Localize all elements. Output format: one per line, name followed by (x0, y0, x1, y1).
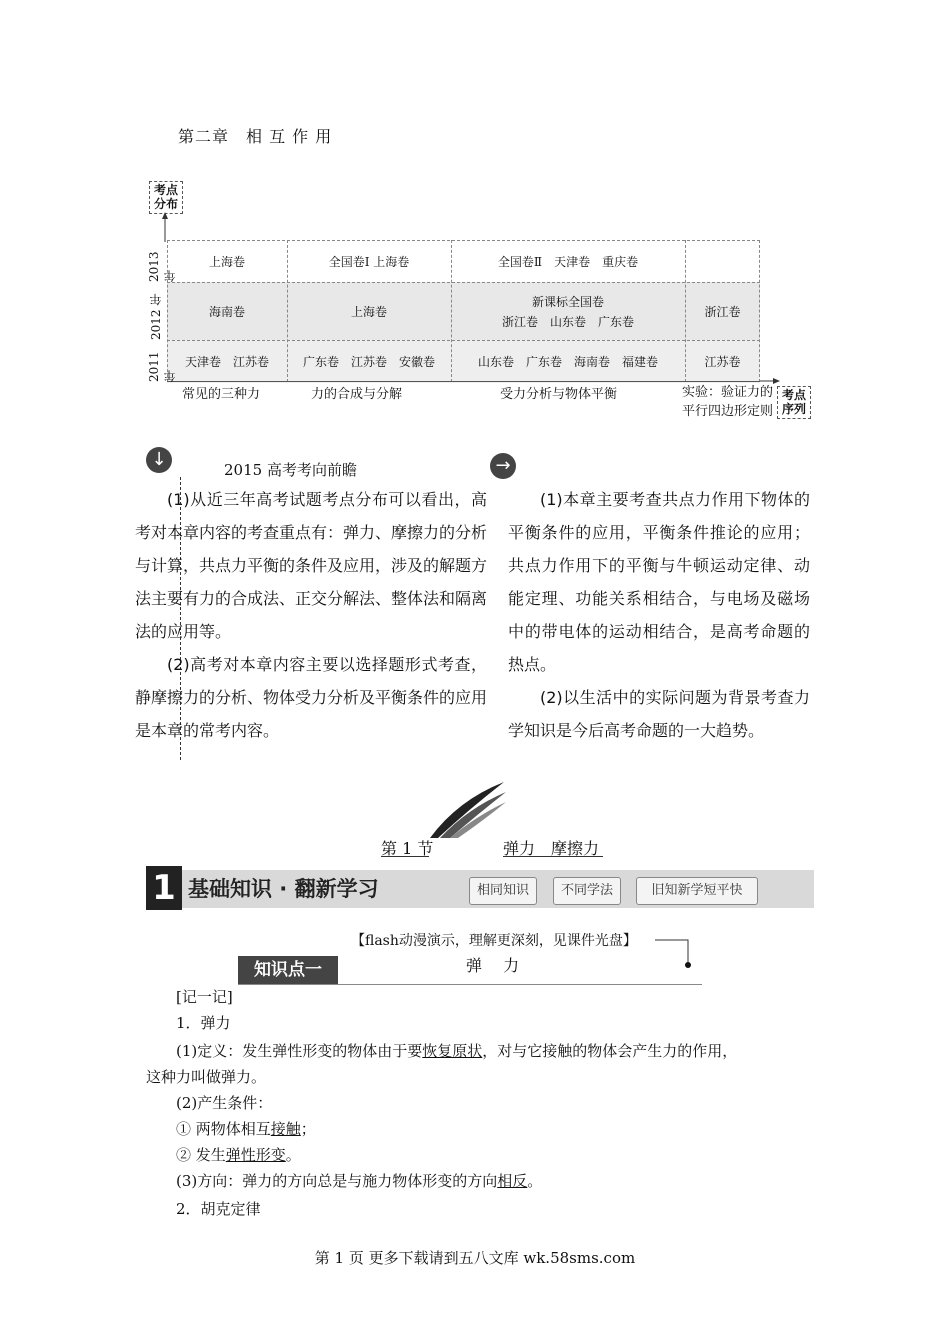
flash-note[interactable]: 【flash动漫演示，理解更深刻，见课件光盘】 (351, 933, 637, 949)
grid-cell: 山东卷 广东卷 海南卷 福建卷 (477, 355, 658, 369)
grid-divider (451, 240, 452, 382)
answer-underlined: 恢复原状 (422, 1042, 483, 1060)
text: 。 (285, 1146, 301, 1164)
knowledge-point-title: 弹 力 (466, 956, 528, 975)
row-2013 (167, 240, 760, 283)
text: ② 发生 (176, 1146, 226, 1164)
grid-cell: 海南卷 (208, 305, 245, 319)
paragraph: (2)高考对本章内容主要以选择题形式考查，静摩擦力的分析、物体受力分析及平衡条件的应用是本章的常考内容。 (135, 655, 488, 740)
grid-cell: 全国卷Ⅱ 天津卷 重庆卷 (497, 255, 639, 269)
text: (3)方向：弹力的方向总是与施力物体形变的方向 (176, 1172, 498, 1190)
swoosh-decoration-icon (428, 780, 508, 840)
grid-divider (685, 240, 686, 382)
text: 。 (527, 1172, 543, 1190)
remember-label: [记一记] (176, 988, 233, 1006)
definition-line (176, 1040, 737, 1061)
page-footer: 第 1 页 更多下载请到五八文库 wk.58sms.com (314, 1249, 636, 1267)
paragraph: (1)从近三年高考试题考点分布可以看出，高考对本章内容的考查重点有：弹力、摩擦力的分析与计算，共点力平衡的条件及应用，涉及的解题方法主要有力的合成法、正交分解法、整体法和隔离法的应用等。 (135, 490, 488, 641)
text: (1)定义：发生弹性形变的物体由于要 (176, 1042, 423, 1060)
y-axis-arrow (160, 212, 170, 242)
x-category: 常见的三种力 (182, 387, 261, 402)
condition-heading: (2)产生条件： (176, 1094, 273, 1112)
direction-line (176, 1170, 542, 1191)
x-category: 实验：验证力的 平行四边形定则 (682, 385, 774, 419)
heading-elastic-force: 1．弹力 (176, 1014, 231, 1032)
banner-number: 1 (146, 866, 182, 910)
knowledge-point-tag: 知识点一 (238, 956, 338, 984)
answer-underlined: 接触 (270, 1120, 301, 1138)
grid-cell: 广东卷 江苏卷 安徽卷 (302, 355, 435, 369)
x-axis-line (167, 381, 760, 382)
paragraph: (2)以生活中的实际问题为背景考查力学知识是今后高考命题的一大趋势。 (508, 688, 810, 740)
x-category: 力的合成与分解 (311, 387, 403, 402)
grid-divider (287, 240, 288, 382)
grid-cell: 天津卷 江苏卷 (184, 355, 269, 369)
definition-line-2: 这种力叫做弹力。 (146, 1068, 267, 1086)
grid-cell: 浙江卷 (704, 305, 741, 319)
row-2012 (167, 282, 760, 341)
heading-hooke-law: 2．胡克定律 (176, 1200, 261, 1218)
paragraph: (1)本章主要考查共点力作用下物体的平衡条件的应用，平衡条件推论的应用；共点力作用下的平衡与牛顿运动定律、动能定理、功能关系相结合，与电场及磁场中的带电体的运动相结合，是高考命题的热点。 (508, 490, 810, 674)
grid-cell: 全国卷Ⅰ 上海卷 (328, 255, 410, 269)
condition-1 (176, 1118, 316, 1139)
arrow-right-circle-icon: → (490, 453, 516, 479)
underline (381, 856, 429, 857)
y-axis-label: 考点 分布 (149, 181, 183, 214)
underline (503, 856, 603, 857)
answer-underlined: 弹性形变 (225, 1146, 286, 1164)
arrow-down-circle-icon: ↓ (146, 447, 172, 473)
forecast-right-column (508, 483, 810, 747)
year-label: 2011 年 (147, 351, 177, 382)
tab-different-method[interactable]: 不同学法 (553, 877, 621, 905)
forecast-left-column (135, 483, 487, 747)
forecast-title: 2015 高考考向前瞻 (224, 461, 357, 479)
tab-old-knowledge[interactable]: 旧知新学短平快 (636, 877, 758, 905)
topic-distribution-grid (167, 240, 760, 382)
chapter-title: 第二章 相 互 作 用 (178, 127, 333, 146)
condition-2 (176, 1144, 301, 1165)
section-title: 弹力 摩擦力 (503, 839, 600, 858)
grid-cell (685, 241, 760, 283)
year-label: 2013 年 (147, 251, 177, 282)
grid-cell: 新课标全国卷 浙江卷 山东卷 广东卷 (501, 295, 634, 329)
x-category: 受力分析与物体平衡 (500, 387, 618, 402)
tab-same-knowledge[interactable]: 相同知识 (469, 877, 537, 905)
banner-title: 基础知识 · 翻新学习 (188, 877, 379, 901)
answer-underlined: 相反 (497, 1172, 528, 1190)
text: ，对与它接触的物体会产生力的作用， (482, 1042, 738, 1060)
x-axis-label: 考点 序列 (777, 386, 811, 419)
grid-divider (759, 240, 760, 382)
year-label: 2012 年 (149, 293, 163, 340)
grid-cell: 上海卷 (350, 305, 387, 319)
grid-cell: 上海卷 (208, 255, 245, 269)
text: ； (300, 1120, 316, 1138)
grid-cell: 江苏卷 (704, 355, 741, 369)
text: ① 两物体相互 (176, 1120, 271, 1138)
row-2011 (167, 340, 760, 383)
section-number: 第 1 节 (381, 839, 434, 858)
